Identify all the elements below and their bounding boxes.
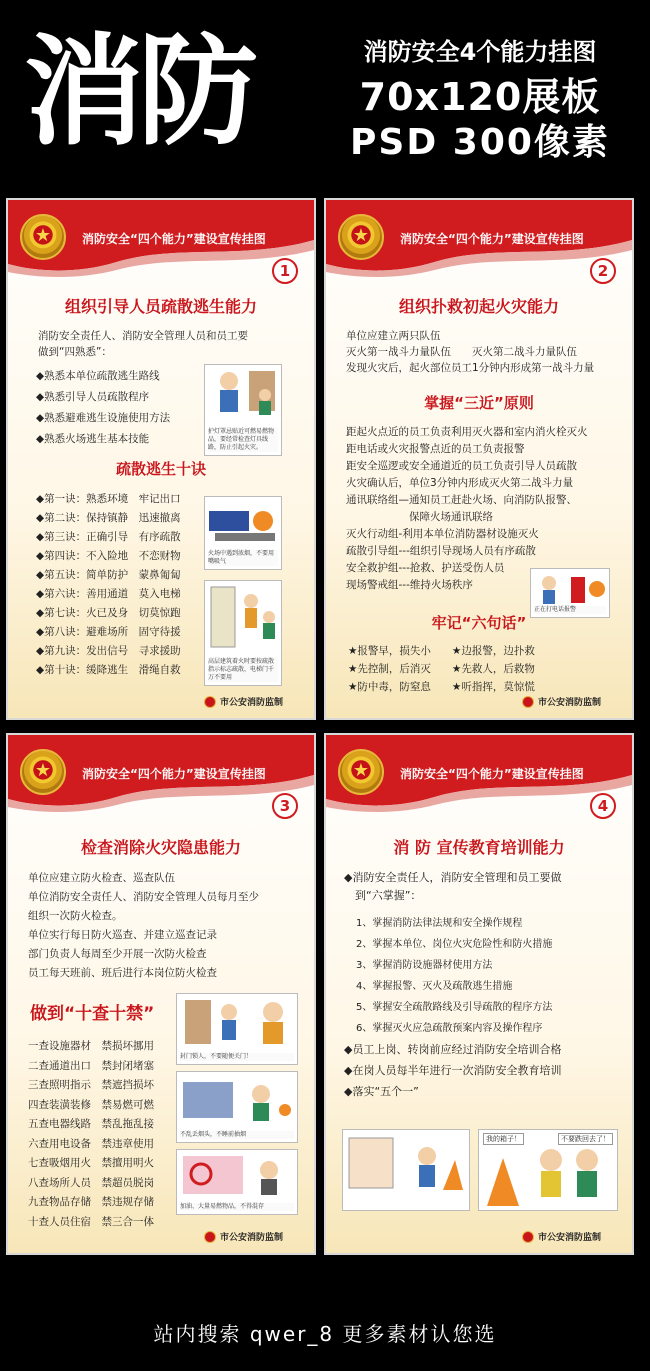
cartoon-smoke-icon [205,497,282,549]
illustration-caption: 封门锁人，不要随便关门！ [180,1053,294,1061]
text-line: 到“六掌握”： [344,889,422,902]
illustration-caption: 加油、大量易燃物品，不得混存 [180,1203,294,1211]
illustration-smoke [204,496,282,570]
intro-text [38,328,248,360]
text-line: 疏散引导组---组织引导现场人员有序疏散 [346,545,536,557]
panel-2 [324,198,634,720]
police-badge-icon [204,696,216,708]
illustration-office-fire [204,364,282,456]
police-badge-icon [204,1231,216,1243]
footer-credit [204,695,283,709]
sentence-row: ★报警早，损失小 ★边报警，边扑救 [348,645,535,657]
cartoon-evacuation-icon [205,581,282,655]
list-item: 1、掌握消防法律法规和安全操作规程 [356,918,523,929]
illustration-return-to-fire [342,1129,470,1211]
text-line: 距安全巡逻或安全通道近的员工负责引导人员疏散 [346,460,577,472]
text-line: 保障火场通讯联络 [346,511,493,523]
list-item: 5、掌握安全疏散路线及引导疏散的程序方法 [356,1002,553,1013]
text-line: 灭火第一战斗力量队伍 灭火第二战斗力量队伍 [346,346,577,358]
rule-row: ◆第六诀：善用通道 莫入电梯 [36,588,181,600]
text-line: ◆在岗人员每半年进行一次消防安全教育培训 [344,1064,562,1077]
illustration-rescue [478,1129,618,1211]
rule-row: ◆第二诀：保持镇静 迅速撤离 [36,512,181,524]
check-row: 二查通道出口 禁封闭堵塞 [28,1059,154,1072]
text-line: ◆落实“五个一” [344,1085,419,1098]
text-line: ◆消防安全责任人，消防安全管理和员工要做 [344,871,562,884]
check-row: 七查吸烟用火 禁擅用明火 [28,1157,154,1169]
panel-number: 1 [272,258,298,284]
text-line: 单位应建立防火检查、巡查队伍 [28,872,175,884]
banner-title: 消防安全“四个能力”建设宣传挂图 [400,767,584,781]
banner-title: 消防安全“四个能力”建设宣传挂图 [82,767,266,781]
check-row: 三查照明指示 禁遮挡损坏 [28,1079,154,1091]
illustration-caption: 火场中遇到浓烟，不要用嘴吸气 [208,550,278,566]
footer-credit [522,1230,601,1244]
check-row: 五查电器线路 禁乱拖乱接 [28,1118,154,1130]
inspection-text [28,869,259,983]
text-line: 火灾确认后，单位3分钟内形成灭火第二战斗力量 [346,477,574,489]
list-item: ◆熟悉本单位疏散逃生路线 [36,370,160,382]
rule-row: ◆第九诀：发出信号 寻求援助 [36,645,181,657]
rule-row: ◆第五诀：简单防护 蒙鼻匍匐 [36,569,181,581]
police-badge-icon [522,696,534,708]
text-line: 距电话或火灾报警点近的员工负责报警 [346,443,525,455]
footer-text: 市公安消防监制 [220,697,284,708]
text-line: 组织一次防火检查。 [28,910,123,922]
police-badge-icon [522,1231,534,1243]
text-line: 单位实行每日防火巡查、并建立巡查记录 [28,929,217,941]
rule-row: ◆第三诀：正确引导 有序疏散 [36,531,181,543]
illustration-caption: 高层建筑着火时要按疏散指示标志疏散，电梯门千万不要用 [208,658,278,682]
text-line: 距起火点近的员工负责利用灭火器和室内消火栓灭火 [346,426,588,438]
check-row: 四查装潢装修 禁易燃可燃 [28,1098,154,1111]
police-emblem-icon [20,749,66,795]
rule-row: ◆第一诀：熟悉环境 牢记出口 [36,493,181,505]
check-row: 一查设施器材 禁损坏挪用 [28,1040,154,1052]
panel-title: 消 防 宣传教育培训能力 [393,838,565,857]
training-text [344,1039,561,1102]
four-familiar-list [36,366,170,450]
rule-row: ◆第四诀：不入险地 不恋财物 [36,550,181,562]
list-item: ◆熟悉避难逃生设施使用方法 [36,412,171,424]
list-item: ◆熟悉引导人员疏散程序 [36,391,150,403]
text-line: 单位消防安全责任人、消防安全管理人员每月至少 [28,891,259,903]
text-line: 安全救护组---抢救、护送受伤人员 [346,562,505,574]
text-line: ◆员工上岗、转岗前应经过消防安全培训合格 [344,1043,562,1056]
section-title: 掌握“三近”原则 [424,394,534,412]
list-item: 6、掌握灭火应急疏散预案内容及操作程序 [356,1023,543,1034]
section-title: 做到“十查十禁” [30,1004,155,1024]
banner-title: 消防安全“四个能力”建设宣传挂图 [400,232,584,246]
speech-bubble: 不要跌回去了！ [558,1133,613,1145]
police-emblem-icon [338,749,384,795]
list-item: 3、掌握消防设施器材使用方法 [356,960,493,971]
list-item: 4、掌握报警、灭火及疏散逃生措施 [356,981,513,992]
panel-title: 组织扑救初起火灾能力 [398,297,559,316]
illustration-locked-door [176,993,298,1065]
rule-row: ◆第八诀：避难场所 固守待援 [36,626,181,638]
teams-text [346,328,594,376]
header-line-2: 70x120展板 [359,75,601,119]
ten-rules-list [36,490,181,680]
illustration-evacuation [204,580,282,686]
list-item: ◆熟悉火场逃生基本技能 [36,433,150,445]
check-row: 十查人员住宿 禁三合一体 [28,1215,154,1228]
intro-line: 做到“四熟悉”： [38,346,112,358]
section-title: 牢记“六句话” [431,614,527,632]
text-line: 部门负责人每周至少开展一次防火检查 [28,948,207,960]
intro-line: 消防安全责任人、消防安全管理人员和员工要 [38,330,248,342]
police-emblem-icon [338,214,384,260]
lead-text [344,869,561,905]
illustration-storage [176,1149,298,1215]
cartoon-hazard-icon [177,1150,298,1200]
rule-row: ◆第十诀：缓降逃生 滑绳自救 [36,664,181,676]
cartoon-running-icon [343,1130,470,1211]
list-item: 2、掌握本单位、岗位火灾危险性和防火措施 [356,939,553,950]
check-row: 八查场所人员 禁超员脱岗 [28,1176,154,1189]
panel-title: 检查消除火灾隐患能力 [80,838,241,857]
illustration-alarm [530,568,610,618]
illustration-caption: 不乱丢烟头，不睡前抽烟 [180,1131,294,1139]
header-line-3: PSD 300像素 [350,122,610,163]
rule-row: ◆第七诀：火已及身 切莫惊跑 [36,607,181,619]
banner-title: 消防安全“四个能力”建设宣传挂图 [82,232,266,246]
illustration-caption: 护灯罩忌贴近可燃易燃物品，要经常检查灯具线路，防止引起火灾。 [208,428,278,452]
section-title: 疏散逃生十诀 [115,460,206,478]
check-row: 六查用电设备 禁违章使用 [28,1137,154,1150]
panel-number: 2 [590,258,616,284]
footer-text: 市公安消防监制 [538,697,602,708]
cartoon-phone-icon [531,569,610,609]
sentence-row: ★防中毒，防窒息 ★听指挥，莫惊慌 [348,681,535,693]
text-line: 发现火灾后，起火部位员工1分钟内形成第一战斗力量 [346,362,595,374]
panel-3 [6,733,316,1255]
panel-number: 3 [272,793,298,819]
text-line: 灭火行动组-利用本单位消防器材设施灭火 [346,528,539,540]
cartoon-wiring-icon [177,1072,298,1128]
cartoon-inspector-icon [177,994,298,1050]
main-title: 消防 [24,23,252,162]
illustration-caption: 正在打电话报警 [534,606,606,614]
panel-number: 4 [590,793,616,819]
police-emblem-icon [20,214,66,260]
text-line: 现场警戒组---维持火场秩序 [346,579,473,591]
check-row: 九查物品存储 禁违规存储 [28,1196,154,1208]
six-sentences-list [348,642,535,696]
footer-credit [204,1230,283,1244]
speech-bubble: 我的箱子！ [483,1133,524,1145]
cartoon-worker-icon [205,365,282,425]
text-line: 通讯联络组—通知员工赶赴火场、向消防队报警、 [346,494,577,506]
sentence-row: ★先控制，后消灭 ★先救人，后救物 [348,663,535,675]
footer-text: 市公安消防监制 [220,1232,284,1243]
text-line: 员工每天班前、班后进行本岗位防火检查 [28,967,217,979]
panel-1 [6,198,316,720]
six-master-list [356,913,552,1039]
panel-title: 组织引导人员疏散逃生能力 [64,297,257,316]
ten-checks-list [28,1037,154,1232]
footer-credit [522,695,601,709]
illustration-smoking [176,1071,298,1143]
text-line: 单位应建立两只队伍 [346,330,441,342]
bottom-search-bar: 站内搜索 qwer_8 更多素材认您选 [153,1322,497,1346]
panel-4 [324,733,634,1255]
header-line-1: 消防安全4个能力挂图 [363,38,597,66]
footer-text: 市公安消防监制 [538,1232,602,1243]
